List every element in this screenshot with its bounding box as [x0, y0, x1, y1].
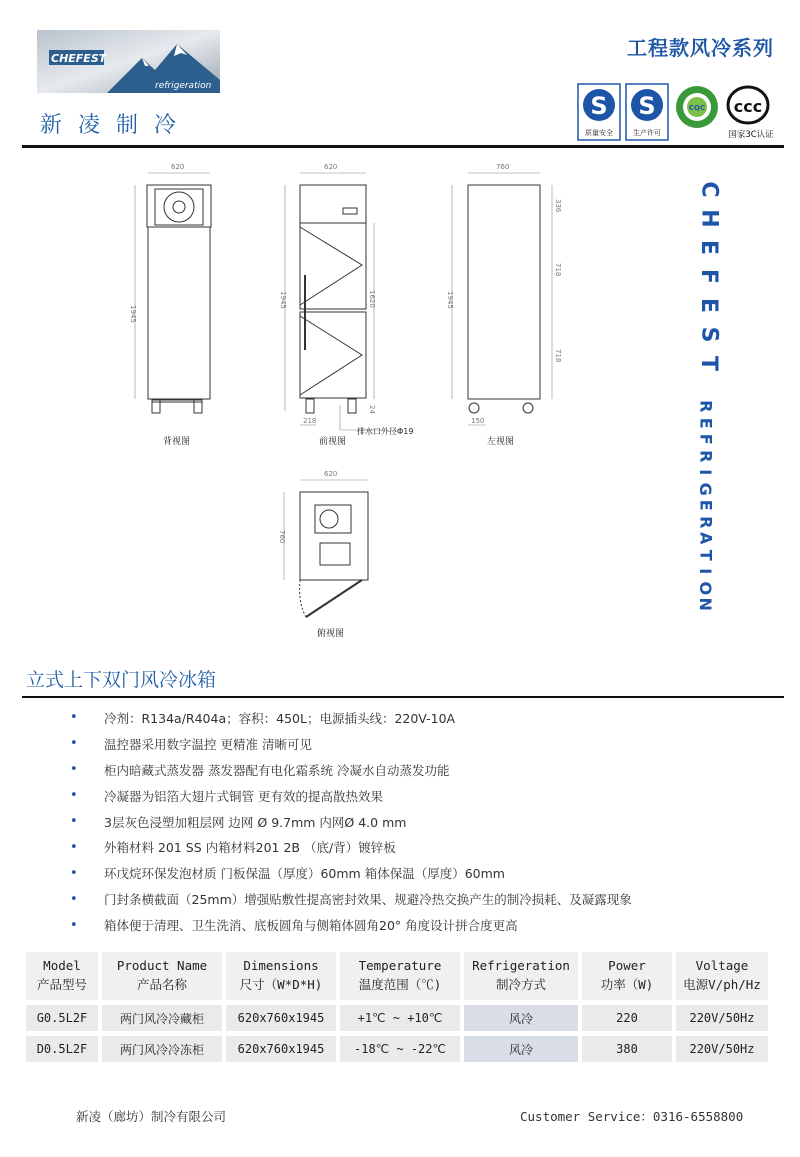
side-brand-vertical: [690, 175, 720, 378]
bullet-icon: •: [70, 736, 78, 752]
cell-power: 380: [582, 1031, 672, 1062]
feature-text: 门封条横截面（25mm）增强贴敷性提高密封效果、规避冷热交换产生的制冷损耗、及凝露现象: [104, 892, 632, 908]
header-power: Power 功率（W): [582, 952, 672, 1000]
cell-power: 220: [582, 1000, 672, 1031]
left-view-drawing: [452, 173, 552, 425]
back-height-dim: 1945: [129, 305, 137, 323]
table-row: [26, 1031, 768, 1062]
feature-text: 箱体便于清理、卫生洗消、底板圆角与侧箱体圆角20° 角度设计拼合度更高: [104, 918, 518, 934]
bullet-icon: •: [70, 917, 78, 933]
vertical-letter: I: [696, 568, 716, 575]
cell-product-name: 两门风冷冷藏柜: [102, 1000, 222, 1031]
feature-item: [70, 783, 770, 809]
left-seg1-dim: 336: [554, 199, 562, 213]
production-license-badge: [625, 83, 669, 145]
drain-note: 排水口外径Φ19: [357, 427, 414, 436]
vertical-letter: O: [696, 580, 716, 595]
production-license-label: 生产许可: [633, 129, 661, 137]
company-logo: [37, 30, 220, 93]
bullet-icon: •: [70, 891, 78, 907]
cell-dimensions: 620x760x1945: [226, 1031, 336, 1062]
left-seg3-dim: 718: [554, 349, 562, 363]
cell-temperature: -18℃ ~ -22℃: [340, 1031, 460, 1062]
vertical-letter: F: [696, 268, 722, 285]
cell-temperature: +1℃ ~ +10℃: [340, 1000, 460, 1031]
vertical-letter: G: [696, 482, 716, 496]
top-view-drawing: [284, 480, 368, 617]
cqc-label: CQC: [688, 104, 706, 112]
vertical-letter: R: [696, 515, 716, 528]
vertical-letter: S: [696, 326, 722, 343]
svg-text:S: S: [590, 92, 608, 120]
logo-subtext: refrigeration: [155, 81, 212, 91]
feature-text: 3层灰色浸塑加粗层网 边网 Ø 9.7mm 内网Ø 4.0 mm: [104, 814, 407, 830]
spec-table: [22, 952, 772, 1062]
feature-item: [70, 757, 770, 783]
cell-model: D0.5L2F: [26, 1031, 98, 1062]
feature-item: [70, 834, 770, 860]
footer-company: 新凌（廊坊）制冷有限公司: [76, 1109, 227, 1124]
vertical-letter: T: [696, 549, 716, 561]
back-width-dim: 620: [171, 163, 185, 171]
svg-text:S: S: [638, 92, 656, 120]
vertical-letter: H: [696, 209, 722, 228]
header-model: Model 产品型号: [26, 952, 98, 1000]
left-view-caption: 左视图: [487, 437, 515, 447]
back-view-caption: 背视图: [163, 437, 191, 447]
front-height-dim: 1945: [279, 291, 287, 309]
vertical-letter: E: [696, 417, 716, 429]
header-temperature: Temperature 温度范围（℃): [340, 952, 460, 1000]
feature-text: 冷凝器为铝箔大翅片式铜管 更有效的提高散热效果: [104, 788, 383, 804]
feature-text: 环戊烷环保发泡材质 门板保温（厚度）60mm 箱体保温（厚度）60mm: [104, 866, 505, 882]
top-width-dim: 620: [324, 470, 338, 478]
front-view-caption: 前视图: [319, 437, 347, 447]
feature-item: [70, 731, 770, 757]
section-divider: [22, 696, 784, 698]
bullet-icon: •: [70, 814, 78, 829]
side-refrigeration-vertical: [690, 398, 720, 613]
left-width-dim: 760: [496, 163, 510, 171]
vertical-letter: F: [696, 433, 716, 445]
vertical-letter: I: [696, 469, 716, 476]
series-title: 工程款风冷系列: [627, 36, 774, 60]
cqc-badge: [675, 85, 719, 133]
header-dimensions: Dimensions 尺寸（W*D*H): [226, 952, 336, 1000]
bullet-icon: •: [70, 865, 78, 881]
feature-text: 柜内暗藏式蒸发器 蒸发器配有电化霜系统 冷凝水自动蒸发功能: [104, 762, 450, 778]
vertical-letter: E: [696, 297, 722, 314]
left-base-dim: 150: [471, 417, 485, 425]
vertical-letter: C: [696, 181, 722, 198]
front-inner-dim: 1620: [368, 290, 376, 308]
vertical-letter: R: [696, 400, 716, 413]
logo-text: CHEFEST: [51, 52, 107, 65]
feature-text: 温控器采用数字温控 更精准 清晰可见: [104, 736, 312, 752]
svg-text:ccc: ccc: [733, 97, 763, 116]
left-seg2-dim: 718: [554, 263, 562, 277]
feature-item: [70, 705, 770, 731]
header-product-name: Product Name 产品名称: [102, 952, 222, 1000]
brand-name-cn: 新凌制冷: [40, 113, 193, 138]
ccc-badge: [722, 85, 780, 145]
feature-item: [70, 886, 770, 912]
technical-drawings: [100, 155, 680, 645]
bullet-icon: •: [70, 762, 78, 778]
front-base-dim: 218: [303, 417, 317, 425]
vertical-letter: E: [696, 499, 716, 511]
cell-refrigeration: 风冷: [464, 1000, 578, 1031]
bullet-icon: •: [70, 788, 78, 804]
cell-product-name: 两门风冷冷冻柜: [102, 1031, 222, 1062]
cell-refrigeration: 风冷: [464, 1031, 578, 1062]
table-header-row: [26, 952, 768, 1000]
header-refrigeration: Refrigeration 制冷方式: [464, 952, 578, 1000]
cell-dimensions: 620x760x1945: [226, 1000, 336, 1031]
vertical-letter: A: [696, 532, 716, 545]
cell-voltage: 220V/50Hz: [676, 1000, 768, 1031]
vertical-letter: E: [696, 239, 722, 256]
vertical-letter: T: [696, 355, 722, 372]
back-view-drawing: [135, 173, 211, 413]
feature-item: [70, 809, 770, 835]
front-width-dim: 620: [324, 163, 338, 171]
quality-safety-label: 质量安全: [585, 129, 613, 137]
header-divider: [22, 145, 784, 148]
cell-voltage: 220V/50Hz: [676, 1031, 768, 1062]
feature-item: [70, 912, 770, 938]
top-depth-dim: 760: [278, 530, 286, 544]
front-foot-dim: 24: [368, 405, 376, 414]
bullet-icon: •: [70, 710, 78, 726]
product-title: 立式上下双门风冷冰箱: [26, 669, 217, 691]
bullet-icon: •: [70, 839, 78, 855]
ccc-label: 国家3C认证: [728, 130, 774, 140]
feature-item: [70, 860, 770, 886]
table-row: [26, 1000, 768, 1031]
cell-model: G0.5L2F: [26, 1000, 98, 1031]
feature-list: [70, 705, 770, 938]
feature-text: 外箱材料 201 SS 内箱材料201 2B （底/背）镀锌板: [104, 840, 396, 856]
header-voltage: Voltage 电源V/ph/Hz: [676, 952, 768, 1000]
footer-customer-service: Customer Service：0316-6558800: [520, 1109, 744, 1124]
top-view-caption: 俯视图: [317, 629, 345, 639]
quality-safety-badge: [577, 83, 621, 145]
left-height-dim: 1945: [446, 291, 454, 309]
vertical-letter: N: [696, 597, 716, 611]
feature-text: 冷剂：R134a/R404a；容积：450L；电源插头线：220V-10A: [104, 710, 456, 726]
vertical-letter: R: [696, 449, 716, 462]
